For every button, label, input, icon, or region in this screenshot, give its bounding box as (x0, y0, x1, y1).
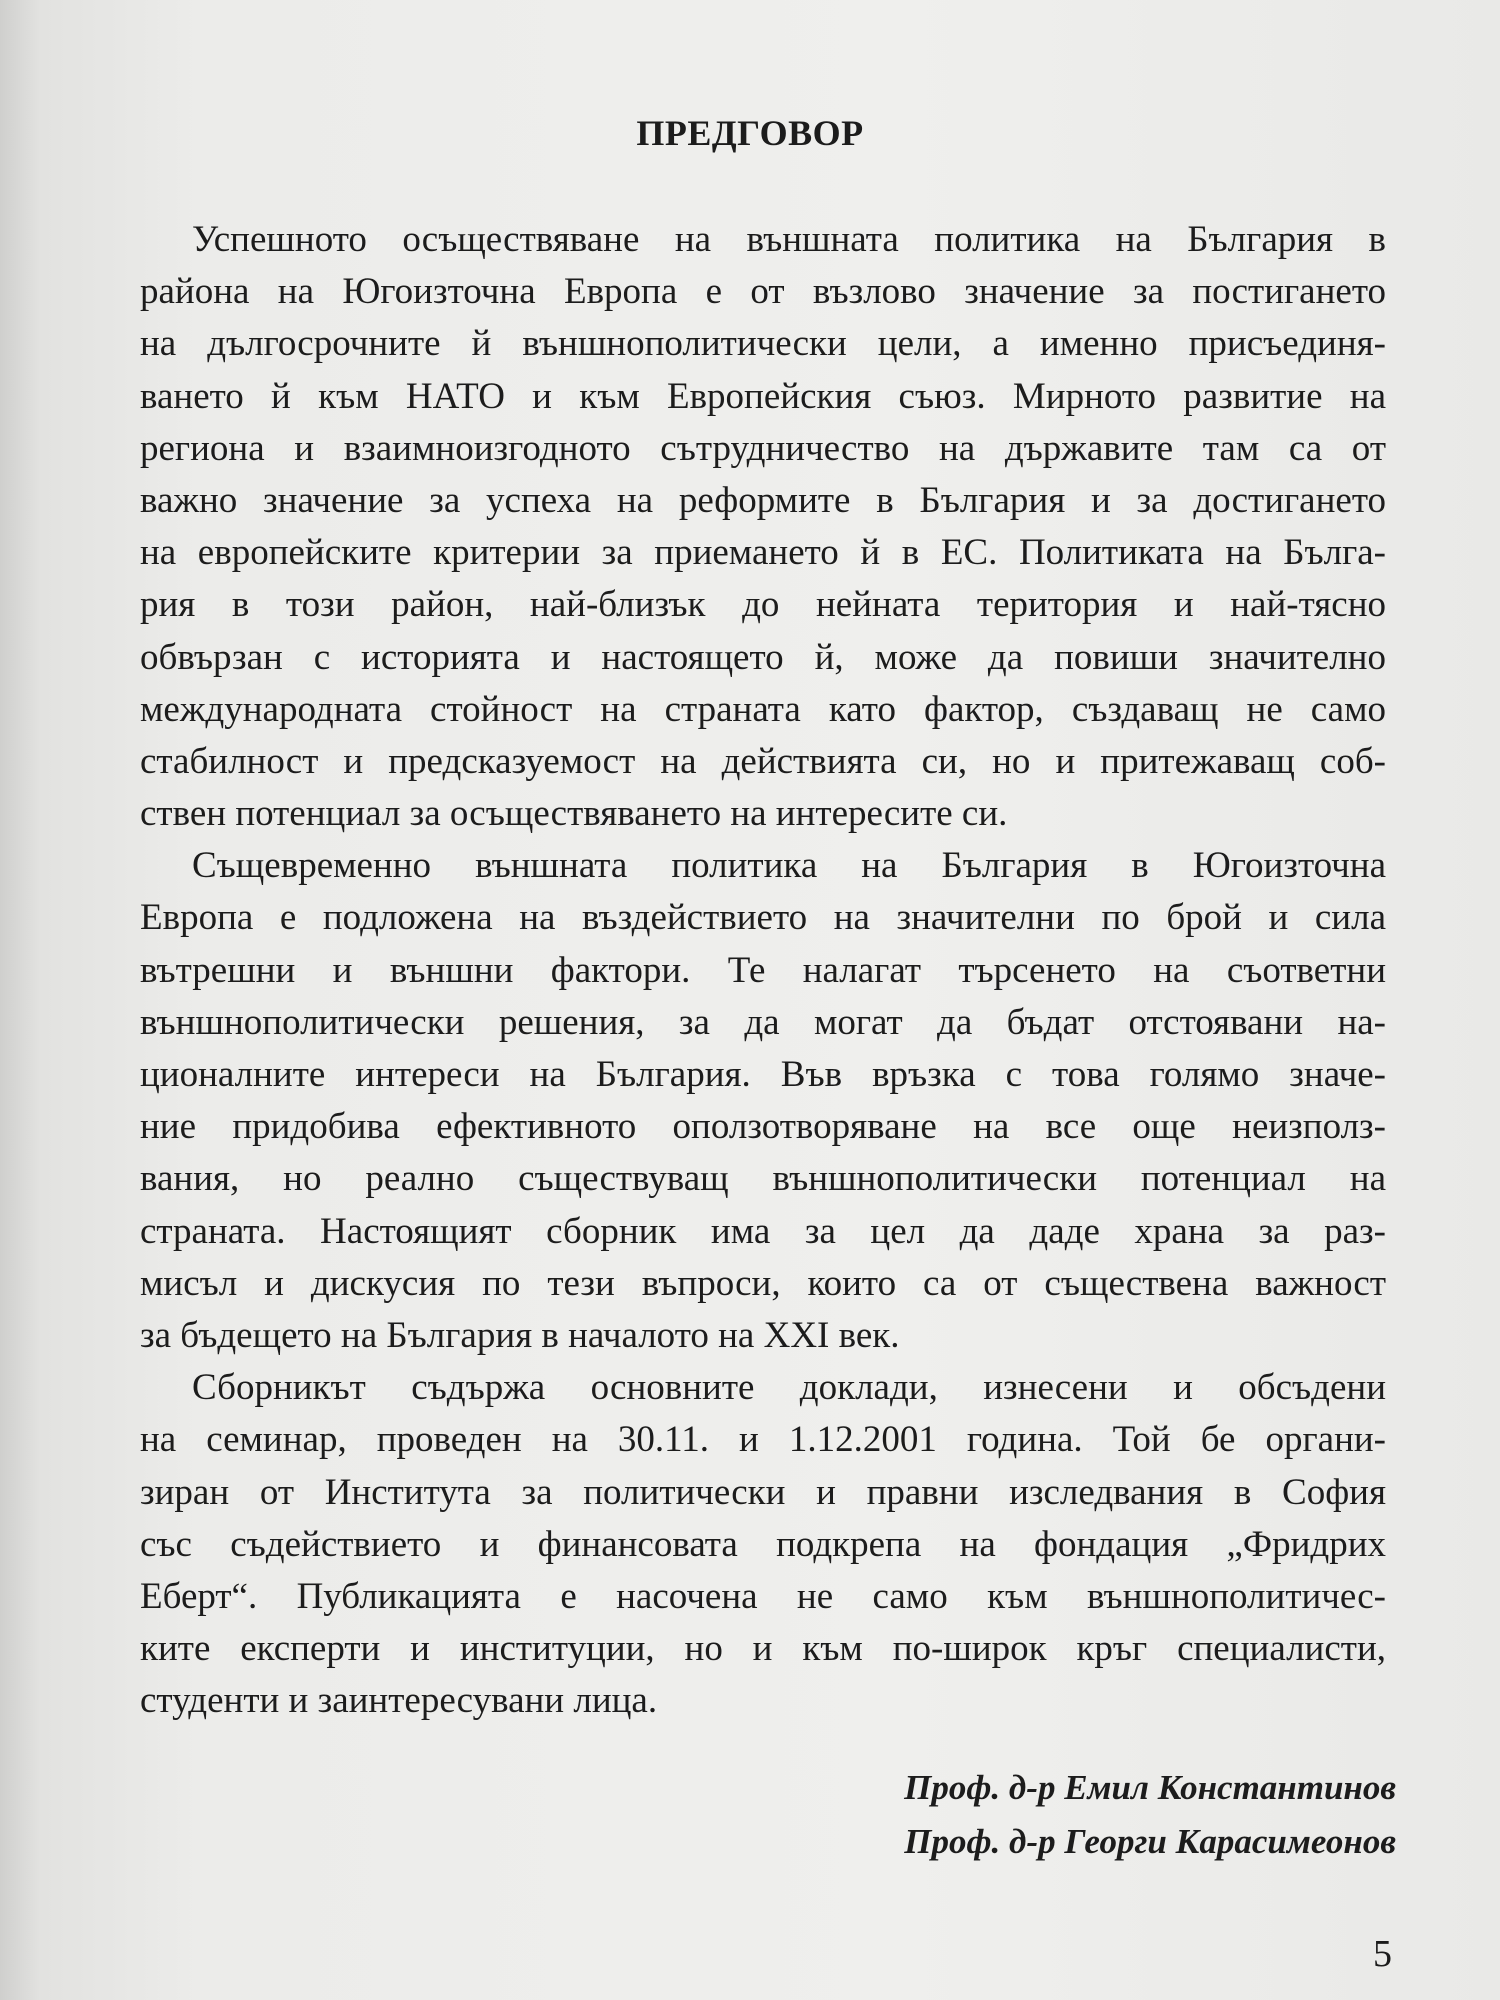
text-line: Успешното осъществяване на външната политика на България в (192, 219, 1386, 260)
signature-author-2: Проф. д-р Георги Карасимеонов (904, 1822, 1396, 1861)
preface-body (140, 214, 1386, 1727)
text-line: ките експерти и институции, но и към по-широк кръг специалисти, (140, 1628, 1386, 1670)
text-line: на европейските критерии за приемането й в ЕС. Политиката на Бълга- (140, 532, 1386, 574)
text-line: ствен потенциал за осъществяването на интересите си. (140, 793, 1008, 835)
text-line: ние придобива ефективното оползотворяване на все още неизполз- (140, 1106, 1386, 1148)
text-line: Сборникът съдържа основните доклади, изнесени и обсъдени (192, 1367, 1386, 1409)
text-line: стабилност и предсказуемост на действията си, но и притежаващ соб- (140, 740, 1386, 782)
text-line: вътрешни и външни фактори. Те налагат търсенето на съответни (140, 949, 1386, 991)
text-line: студенти и заинтересувани лица. (140, 1680, 658, 1722)
text-line: страната. Настоящият сборник има за цел да даде храна за раз- (140, 1210, 1386, 1252)
text-line: рия в този район, най-близък до нейната територия и най-тясно (140, 584, 1386, 626)
text-line: на семинар, проведен на 30.11. и 1.12.2001 година. Той бе органи- (140, 1419, 1386, 1461)
page-title: ПРЕДГОВОР (636, 113, 864, 153)
text-line: Еберт“. Публикацията е насочена не само към външнополитичес- (140, 1575, 1386, 1617)
text-line: външнополитически решения, за да могат да бъдат отстоявани на- (140, 1001, 1386, 1043)
text-line: за бъдещето на България в началото на XXI век. (140, 1314, 900, 1356)
text-line: на дългосрочните й външнополитически цели, а именно присъединя- (140, 323, 1386, 365)
text-line: със съдействието и финансовата подкрепа на фондация „Фридрих (140, 1523, 1386, 1565)
text-line: Същевременно външната политика на България в Югоизточна (192, 845, 1386, 887)
text-line: зиран от Института за политически и правни изследвания в София (140, 1471, 1386, 1513)
text-line: района на Югоизточна Европа е от възлово значение за постигането (140, 271, 1386, 313)
text-line: мисъл и дискусия по тези въпроси, които са от съществена важност (140, 1262, 1386, 1304)
page-number: 5 (1373, 1933, 1392, 1975)
text-line: ционалните интереси на България. Във връзка с това голямо значе- (140, 1054, 1386, 1095)
text-line: обвързан с историята и настоящето й, може да повиши значително (140, 636, 1386, 678)
text-line: международната стойност на страната като фактор, създаващ не само (140, 688, 1386, 730)
text-line: региона и взаимноизгодното сътрудничество на държавите там са от (140, 427, 1386, 469)
signature-author-1: Проф. д-р Емил Константинов (904, 1768, 1396, 1807)
text-line: вания, но реално съществуващ външнополитически потенциал на (140, 1158, 1386, 1200)
text-line: Европа е подложена на въздействието на значителни по брой и сила (140, 897, 1386, 939)
text-line: важно значение за успеха на реформите в България и за достигането (140, 479, 1386, 521)
text-line: ването й към НАТО и към Европейския съюз. Мирното развитие на (140, 375, 1386, 417)
